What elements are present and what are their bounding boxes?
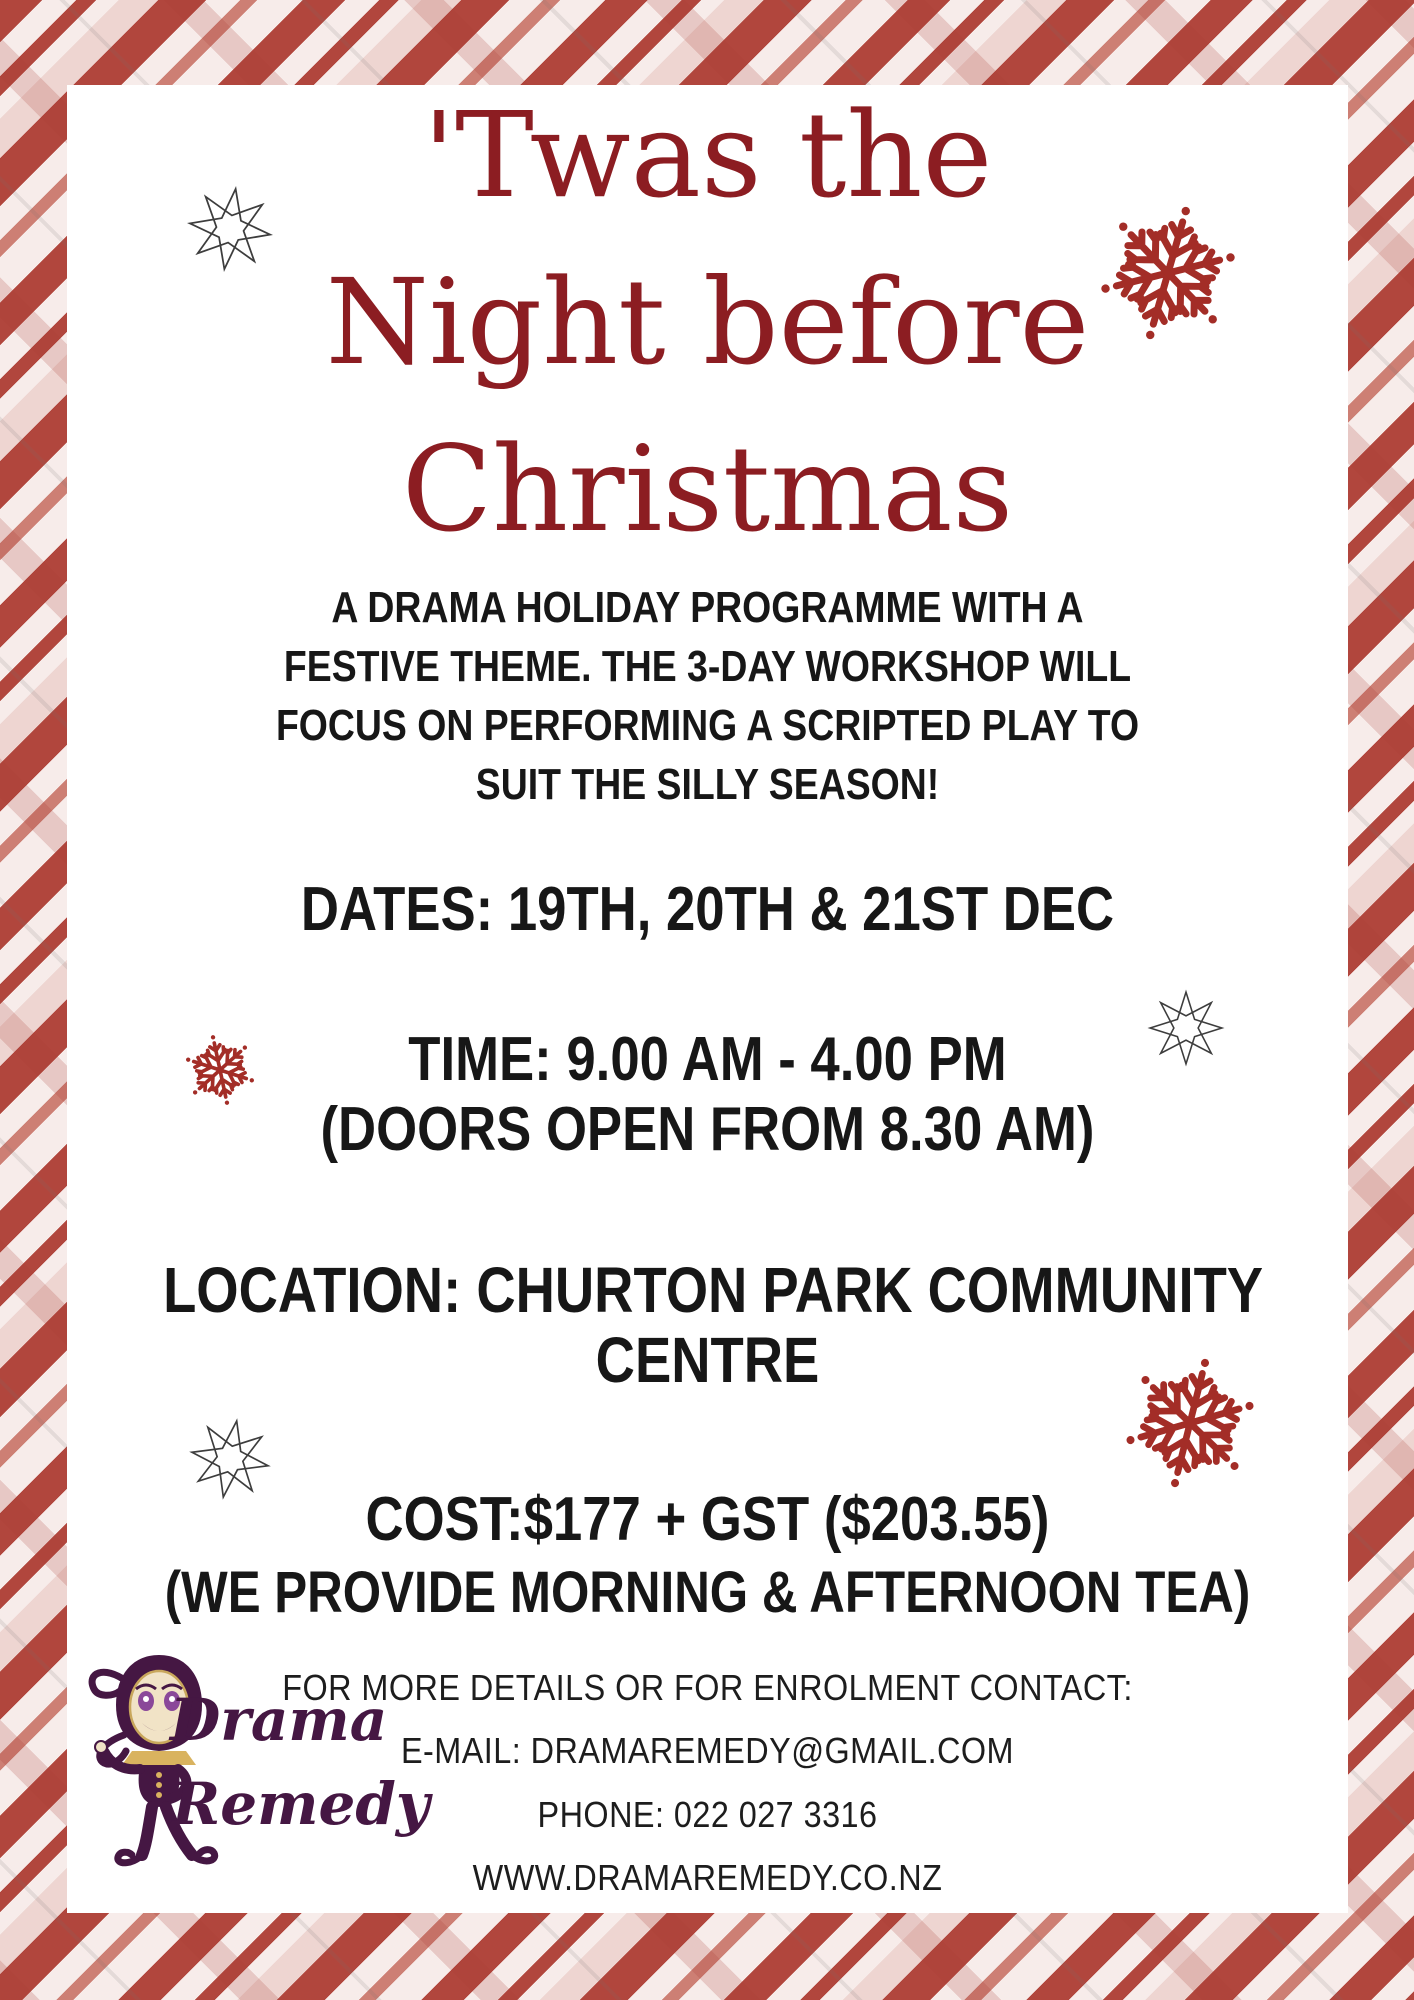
contact-website: WWW.DRAMAREMEDY.CO.NZ [472, 1857, 943, 1898]
location-line-2: CENTRE [595, 1324, 820, 1396]
cost-note-line: (WE PROVIDE MORNING & AFTERNOON TEA) [164, 1560, 1251, 1625]
intro-line-4: SUIT THE SILLY SEASON! [475, 760, 940, 809]
intro-line-3: FOCUS ON PERFORMING A SCRIPTED PLAY TO [275, 701, 1140, 750]
doors-open-line: (DOORS OPEN FROM 8.30 AM) [320, 1095, 1095, 1164]
intro-line-2: FESTIVE THEME. THE 3-DAY WORKSHOP WILL [283, 642, 1132, 691]
time-line: TIME: 9.00 AM - 4.00 PM [408, 1025, 1007, 1094]
intro-line-1: A DRAMA HOLIDAY PROGRAMME WITH A [331, 583, 1084, 632]
location-line-1: LOCATION: CHURTON PARK COMMUNITY [163, 1254, 1264, 1326]
intro-paragraph [163, 578, 1252, 814]
title-line-3: Christmas [401, 420, 1014, 558]
logo-word-remedy: Remedy [172, 1770, 430, 1838]
title-line-1: 'Twas the [422, 86, 993, 224]
logo-word-drama: Drama [170, 1686, 388, 1754]
jester-mascot-icon [74, 1646, 244, 1878]
contact-email: E-MAIL: DRAMAREMEDY@GMAIL.COM [400, 1730, 1015, 1771]
title-line-2: Night before [325, 253, 1090, 391]
contact-phone: PHONE: 022 027 3316 [537, 1794, 878, 1835]
dates-line: DATES: 19TH, 20TH & 21ST DEC [300, 875, 1115, 944]
contact-heading: FOR MORE DETAILS OR FOR ENROLMENT CONTACT: [282, 1667, 1133, 1708]
poster-title [67, 72, 1348, 573]
cost-line: COST:$177 + GST ($203.55) [365, 1485, 1050, 1554]
